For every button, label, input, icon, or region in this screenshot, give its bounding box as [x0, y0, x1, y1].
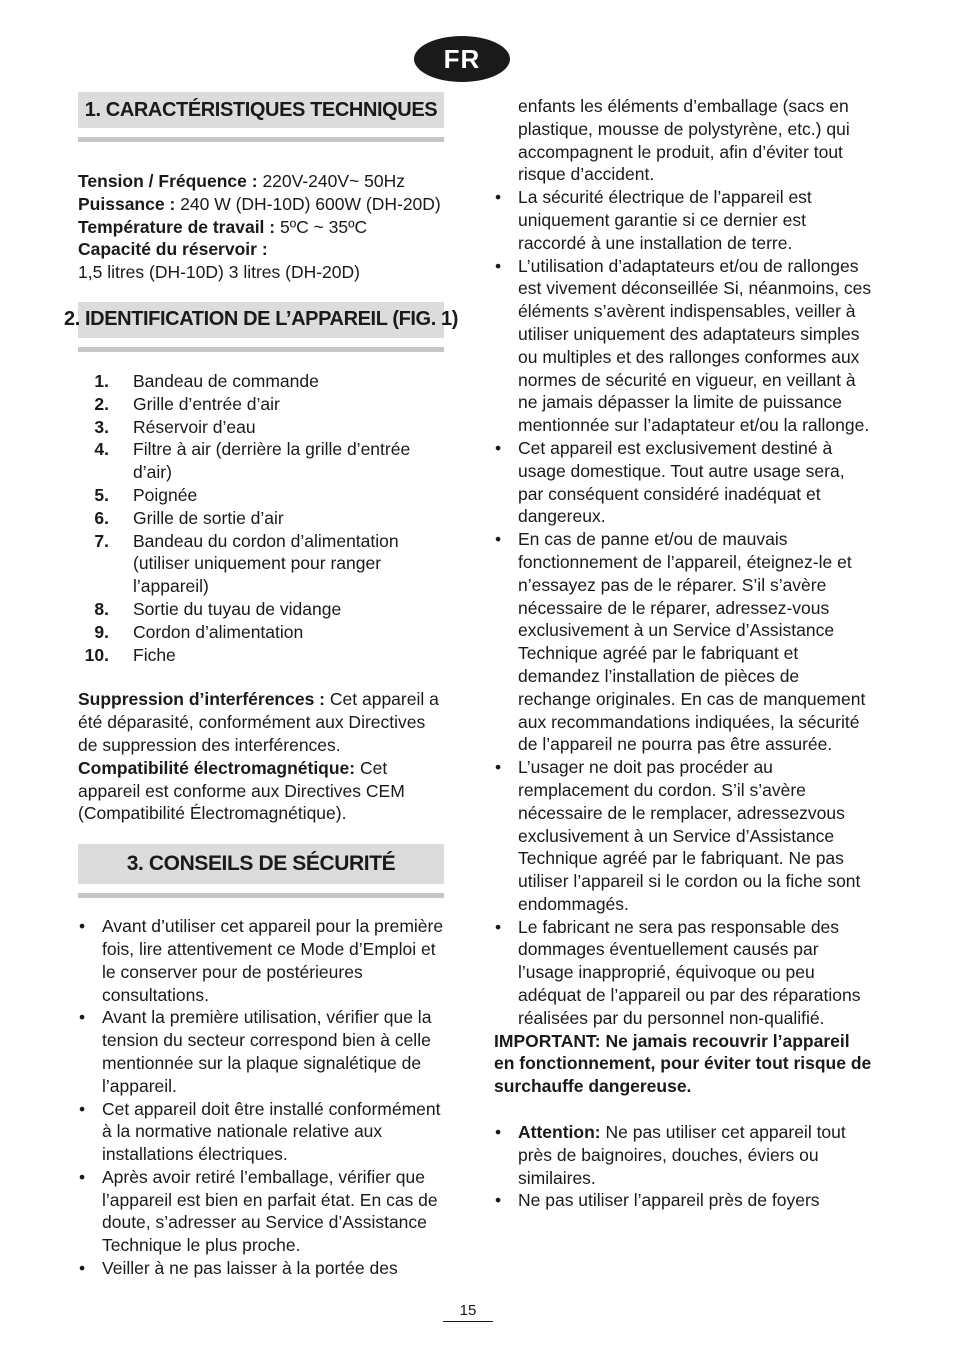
- list-item: • Avant d’utiliser cet appareil pour la première fois, lire attentivement ce Mode d’Emploi et le conserver pour de postérieures consultations.: [78, 915, 444, 1006]
- parts-list-item: [78, 507, 444, 530]
- list-item: • Cet appareil doit être installé conformément à la normative nationale relative aux installations électriques.: [78, 1098, 444, 1166]
- list-item: enfants les éléments d’emballage (sacs en plastique, mousse de polystyrène, etc.) qui accompagnent le produit, afin d’éviter tout risque d’accident.: [518, 96, 850, 185]
- list-item: • La sécurité électrique de l’appareil est uniquement garantie si ce dernier est raccordé à une installation de terre.: [494, 186, 874, 254]
- item-number: 3.: [94, 416, 109, 437]
- item-number: 7.: [94, 530, 109, 551]
- compat-text: Cet appareil est conforme aux Directives CEM (Compatibilité Électromagnétique).: [78, 757, 405, 824]
- important-note: IMPORTANT: Ne jamais recouvrir l’appareil en fonctionnement, pour éviter tout risque de surchauffe dangereuse.: [494, 1030, 872, 1097]
- spec-puissance: Puissance : 240 W (DH-10D) 600W (DH-20D): [78, 193, 441, 214]
- attention-label: Attention:: [518, 1122, 601, 1143]
- left-column: [63, 92, 459, 1280]
- parts-list-item: [78, 416, 444, 439]
- item-number: 2.: [94, 393, 109, 414]
- item-text: Filtre à air (derrière la grille d’entrée d’air): [133, 439, 411, 483]
- suppression-text: Cet appareil a été déparasité, conformément aux Directives de suppression des interférences.: [78, 689, 439, 755]
- section-title-identification: 2. IDENTIFICATION DE L’APPAREIL (FIG. 1): [78, 302, 444, 341]
- item-number: 9.: [94, 621, 109, 642]
- safety-list-right-end: [494, 1121, 874, 1212]
- safety-list-right-items: [494, 186, 874, 1029]
- list-item: • Après avoir retiré l’emballage, vérifier que l’appareil est bien en parfait état. En cas de doute, s’adresser au Service d’Assistance Technique le plus proche.: [78, 1166, 444, 1257]
- item-number: 1.: [94, 370, 109, 391]
- list-item: • Veiller à ne pas laisser à la portée des: [78, 1257, 444, 1280]
- parts-list-item: [78, 530, 444, 598]
- item-number: 10.: [84, 644, 109, 665]
- section-divider: [78, 347, 444, 352]
- list-item: • Ne pas utiliser l’appareil près de foyers: [494, 1189, 874, 1212]
- page-number-underline: [443, 1321, 493, 1322]
- interference-block: [78, 688, 444, 825]
- parts-list-item: [78, 393, 444, 416]
- item-text: Réservoir d’eau: [133, 416, 256, 437]
- specs-block: [78, 170, 444, 284]
- section-title-specs: 1. CARACTÉRISTIQUES TECHNIQUES: [78, 92, 444, 131]
- parts-list-item: [78, 484, 444, 507]
- item-text: Bandeau de commande: [133, 370, 319, 391]
- list-item: • Cet appareil est exclusivement destiné à usage domestique. Tout autre usage sera, par conséquent considéré inadéquat et dangereux.: [494, 437, 874, 528]
- item-number: 4.: [94, 439, 109, 460]
- parts-list: [78, 370, 444, 666]
- parts-list-item: [78, 644, 444, 667]
- parts-list-item: [78, 598, 444, 621]
- item-number: 6.: [94, 507, 109, 528]
- page-number: 15: [459, 1302, 477, 1319]
- item-text: Cordon d’alimentation: [133, 621, 304, 642]
- safety-list-right: [494, 95, 874, 186]
- suppression-label: Suppression d’interférences :: [78, 689, 326, 710]
- parts-list-item: [78, 370, 444, 393]
- item-text: Grille de sortie d’air: [133, 507, 284, 528]
- section-title-safety: 3. CONSEILS DE SÉCURITÉ: [78, 844, 444, 887]
- section-divider: [78, 137, 444, 142]
- item-text: Poignée: [133, 484, 198, 505]
- parts-list-item: [78, 621, 444, 644]
- item-text: Fiche: [133, 644, 176, 665]
- spec-temperature: Température de travail : 5ºC ~ 35ºC: [78, 216, 368, 237]
- list-item: • Avant la première utilisation, vérifier que la tension du secteur correspond bien à celle mentionnée sur la plaque signalétique de l’appareil.: [78, 1006, 444, 1097]
- right-column: [494, 95, 874, 1212]
- compat-label: Compatibilité électromagnétique:: [78, 757, 356, 778]
- list-item: • L’usager ne doit pas procéder au remplacement du cordon. S’il s’avère nécessaire de le remplacer, adressezvous exclusivement à un Service d’Assistance Technique agréé par le fabriquant. Ne pas utiliser l’appareil si le cordon ou la fiche sont endommagés.: [494, 756, 874, 916]
- list-item: • Le fabricant ne sera pas responsable des dommages éventuellement causés par l’usage inapproprié, équivoque ou peu adéquat de l’appareil ou par des réparations réalisées par du personnel non-qualifié.: [494, 916, 874, 1030]
- parts-list-item: [78, 438, 444, 484]
- item-text: Grille d’entrée d’air: [133, 393, 280, 414]
- list-item: • En cas de panne et/ou de mauvais fonctionnement de l’appareil, éteignez-le et n’essayez pas de le réparer. S’il s’avère nécessaire de le réparer, adressez-vous exclusivement à un Service d’Assistance Technique agréé par le fabriquant et demandez l’installation de pièces de rechange originales. En cas de manquement aux recommandations indiquées, la sécurité de l’appareil ne pourra pas être assurée.: [494, 528, 874, 756]
- list-item: • L’utilisation d’adaptateurs et/ou de rallonges est vivement déconseillée Si, néanmoins, ces éléments s’avèrent indispensables, veiller à utiliser uniquement des adaptateurs simples ou multiples et des rallonges conformes aux normes de sécurité en vigueur, en veillant à ne jamais dépasser la limite de puissance mentionnée sur l’adaptateur et/ou la rallonge.: [494, 255, 874, 437]
- item-number: 8.: [94, 598, 109, 619]
- spec-capacite-label: Capacité du réservoir :: [78, 239, 268, 260]
- section-divider: [78, 893, 444, 898]
- spec-tension: Tension / Fréquence : 220V-240V~ 50Hz: [78, 171, 405, 191]
- spec-capacite-value: 1,5 litres (DH-10D) 3 litres (DH-20D): [78, 262, 360, 283]
- safety-list-left: [78, 915, 444, 1280]
- list-item: [494, 1121, 874, 1189]
- attention-text: Ne pas utiliser cet appareil tout près de baignoires, douches, éviers ou similaires.: [518, 1122, 846, 1188]
- item-text: Sortie du tuyau de vidange: [133, 598, 342, 619]
- item-text: Bandeau du cordon d’alimentation (utiliser uniquement pour ranger l’appareil): [133, 530, 399, 597]
- language-badge: FR: [414, 36, 510, 82]
- item-number: 5.: [94, 484, 109, 505]
